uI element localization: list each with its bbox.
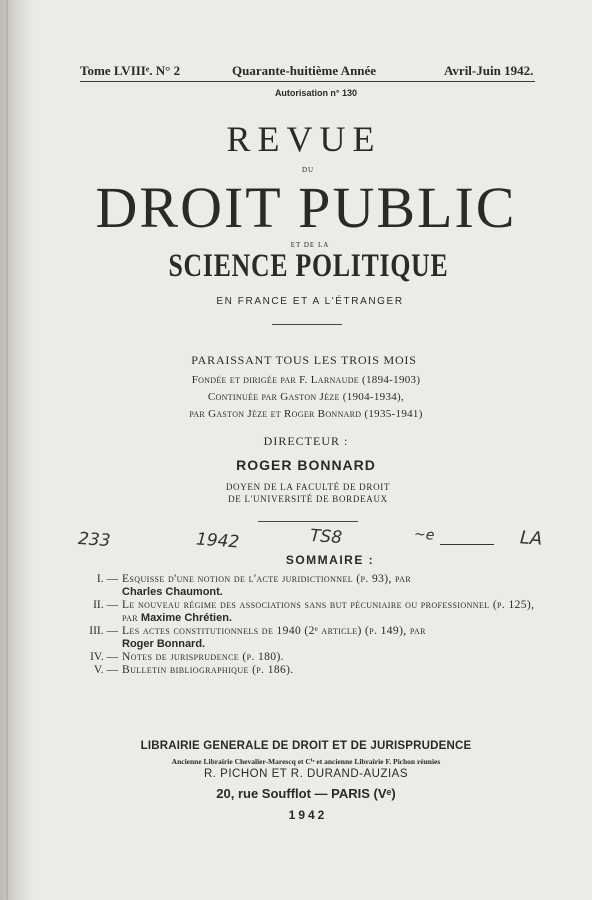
toc-text: Esquisse d'une notion de l'acte juridictionnel (p. 93), par bbox=[122, 573, 412, 585]
history-block bbox=[0, 372, 592, 423]
authorisation-number: Autorisation n° 130 bbox=[274, 88, 358, 98]
toc-text: Le nouveau régime des associations sans but pécuniaire ou professionnel (p. 125), par bbox=[122, 599, 535, 624]
toc-number: IV. — bbox=[90, 651, 118, 663]
history-line: Continuée par Gaston Jèze (1904-1934), bbox=[207, 391, 405, 403]
title-droit-public: DROIT PUBLIC bbox=[95, 175, 517, 240]
toc-author: Charles Chaumont. bbox=[122, 586, 223, 598]
directeur-divider bbox=[258, 521, 358, 522]
title-divider bbox=[272, 324, 342, 325]
handwritten-stroke bbox=[440, 544, 494, 545]
toc-author: Maxime Chrétien. bbox=[140, 612, 232, 624]
handwritten-note: 1942 bbox=[195, 529, 240, 553]
title-revue: REVUE bbox=[226, 119, 382, 159]
toc-item bbox=[78, 573, 538, 599]
directeur-titles bbox=[0, 481, 592, 505]
tome-number: Tome LVIIIᵉ. N° 2 bbox=[80, 63, 181, 78]
directeur-title-line: DOYEN DE LA FACULTÉ DE DROIT bbox=[225, 482, 391, 492]
publisher-name: LIBRAIRIE GENERALE DE DROIT ET DE JURISPRUDENCE bbox=[140, 740, 472, 752]
handwritten-note: TS8 bbox=[309, 525, 343, 549]
handwritten-note: 233 bbox=[77, 528, 112, 552]
directeur-label: DIRECTEUR : bbox=[263, 434, 349, 448]
directeur-title-line: DE L'UNIVERSITÉ DE BORDEAUX bbox=[228, 494, 388, 504]
toc-number: III. — bbox=[89, 625, 118, 637]
publisher-address: 20, rue Soufflot — PARIS (Vᵉ) bbox=[216, 786, 396, 801]
sommaire-heading: SOMMAIRE : bbox=[285, 553, 375, 567]
toc-item bbox=[78, 599, 538, 625]
history-line: Fondée et dirigée par F. Larnaude (1894-1903) bbox=[191, 374, 421, 386]
history-line: par Gaston Jèze et Roger Bonnard (1935-1941) bbox=[189, 408, 423, 420]
toc-text: Notes de jurisprudence (p. 180). bbox=[122, 651, 284, 663]
toc-text: Bulletin bibliographique (p. 186). bbox=[122, 664, 294, 676]
toc-author: Roger Bonnard. bbox=[122, 638, 206, 650]
publication-year: 1942 bbox=[288, 808, 328, 822]
title-subtitle: EN FRANCE ET A L'ÉTRANGER bbox=[216, 296, 404, 307]
title-du: DU bbox=[301, 166, 315, 174]
toc-item bbox=[78, 651, 538, 664]
toc-number: II. — bbox=[93, 599, 118, 611]
header-rule bbox=[80, 81, 535, 82]
toc-item bbox=[78, 664, 538, 677]
handwritten-note: LA bbox=[519, 527, 544, 550]
handwritten-note: ~e bbox=[413, 526, 435, 544]
toc-number: V. — bbox=[93, 664, 118, 676]
issue-date: Avril-Juin 1942. bbox=[444, 63, 534, 78]
publisher-owners: R. PICHON ET R. DURAND-AUZIAS bbox=[203, 768, 409, 780]
toc-number: I. — bbox=[96, 573, 118, 585]
year-of-publication: Quarante-huitième Année bbox=[232, 63, 377, 78]
title-science-politique: SCIENCE POLITIQUE bbox=[168, 248, 449, 284]
toc-item bbox=[78, 625, 538, 651]
title-et-de-la: ET DE LA bbox=[290, 241, 330, 249]
table-of-contents bbox=[78, 573, 538, 677]
directeur-name: ROGER BONNARD bbox=[236, 457, 376, 473]
toc-text: Les actes constitutionnels de 1940 (2ᵉ article) (p. 149), par bbox=[122, 625, 426, 637]
frequency-line: PARAISSANT TOUS LES TROIS MOIS bbox=[191, 353, 417, 367]
publisher-history: Ancienne Librairie Chevalier-Marescq et Cⁱᵉ et ancienne Librairie F. Pichon réunies bbox=[171, 757, 441, 766]
